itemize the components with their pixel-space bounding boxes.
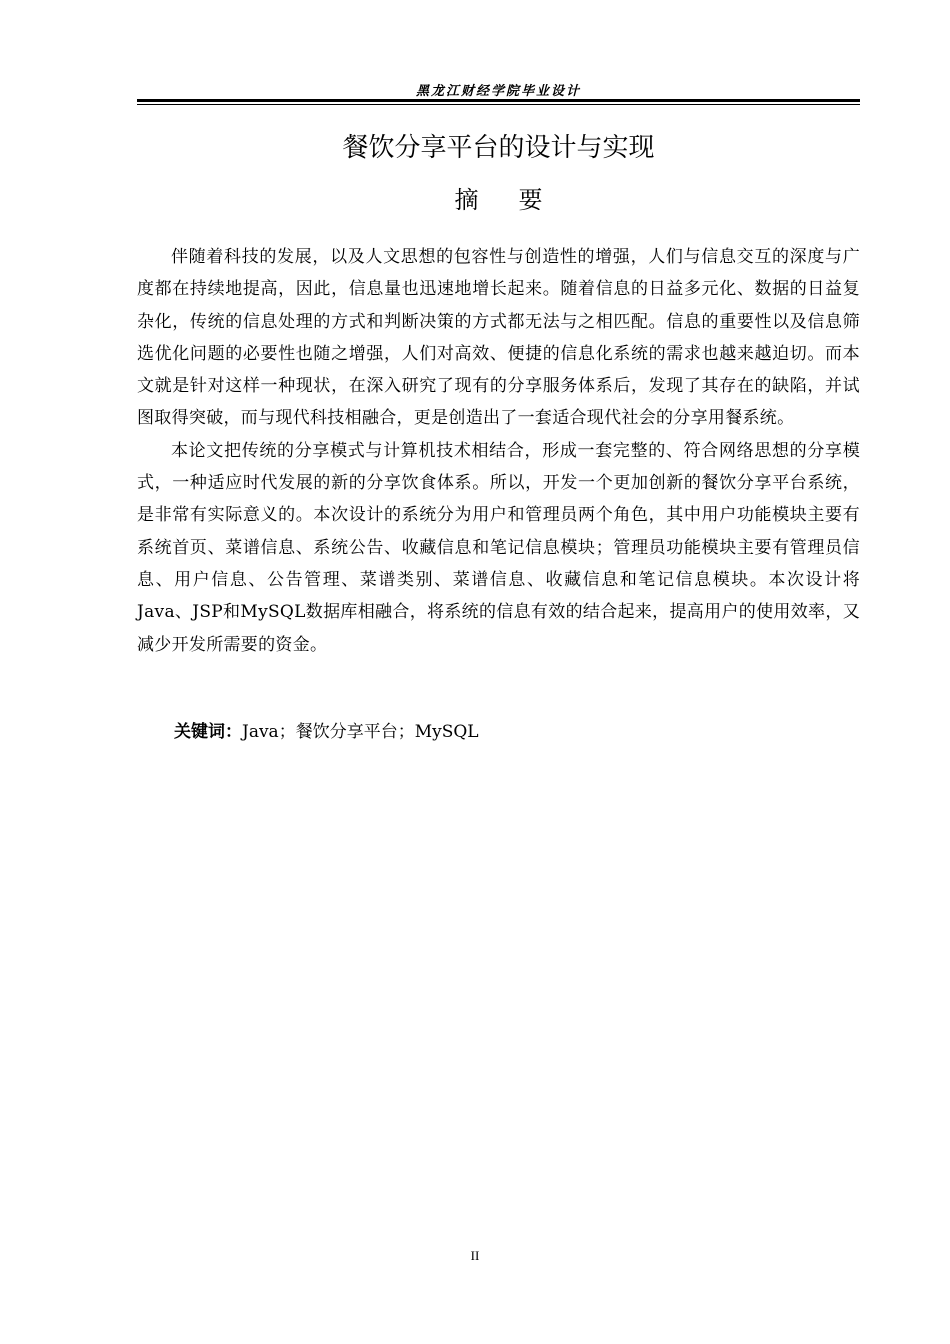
running-header: 黑龙江财经学院毕业设计 [415,84,581,99]
abstract-paragraph-1: 伴随着科技的发展，以及人文思想的包容性与创造性的增强，人们与信息交互的深度与广度都在持续地提高，因此，信息量也迅速地增长起来。随着信息的日益多元化、数据的日益复杂化，传统的信息处理的方式和判断决策的方式都无法与之相匹配。信息的重要性以及信息筛选优化问题的必要性也随之增强，人们对高效、便捷的信息化系统的需求也越来越迫切。而本文就是针对这样一种现状，在深入研究了现有的分享服务体系后，发现了其存在的缺陷，并试图取得突破，而与现代科技相融合，更是创造出了一套适合现代社会的分享用餐系统。 [137,247,860,429]
keywords-line [174,719,479,745]
keywords-label: 关键词： [174,722,242,742]
keywords-value: Java；餐饮分享平台；MySQL [242,722,479,742]
header-rule-thin [137,104,860,105]
abstract-paragraph-2: 本论文把传统的分享模式与计算机技术相结合，形成一套完整的、符合网络思想的分享模式，一种适应时代发展的新的分享饮食体系。所以，开发一个更加创新的餐饮分享平台系统，是非常有实际意义的。本次设计的系统分为用户和管理员两个角色，其中用户功能模块主要有系统首页、菜谱信息、系统公告、收藏信息和笔记信息模块；管理员功能模块主要有管理员信息、用户信息、公告管理、菜谱类别、菜谱信息、收藏信息和笔记信息模块。本次设计将Java、JSP和MySQL数据库相融合，将系统的信息有效的结合起来，提高用户的使用效率，又减少开发所需要的资金。 [137,440,860,655]
page-number: II [470,1248,480,1263]
abstract-body [137,241,860,661]
abstract-heading: 摘要 [454,186,583,214]
document-title: 餐饮分享平台的设计与实现 [342,133,655,163]
header-rule-thick [137,99,860,102]
